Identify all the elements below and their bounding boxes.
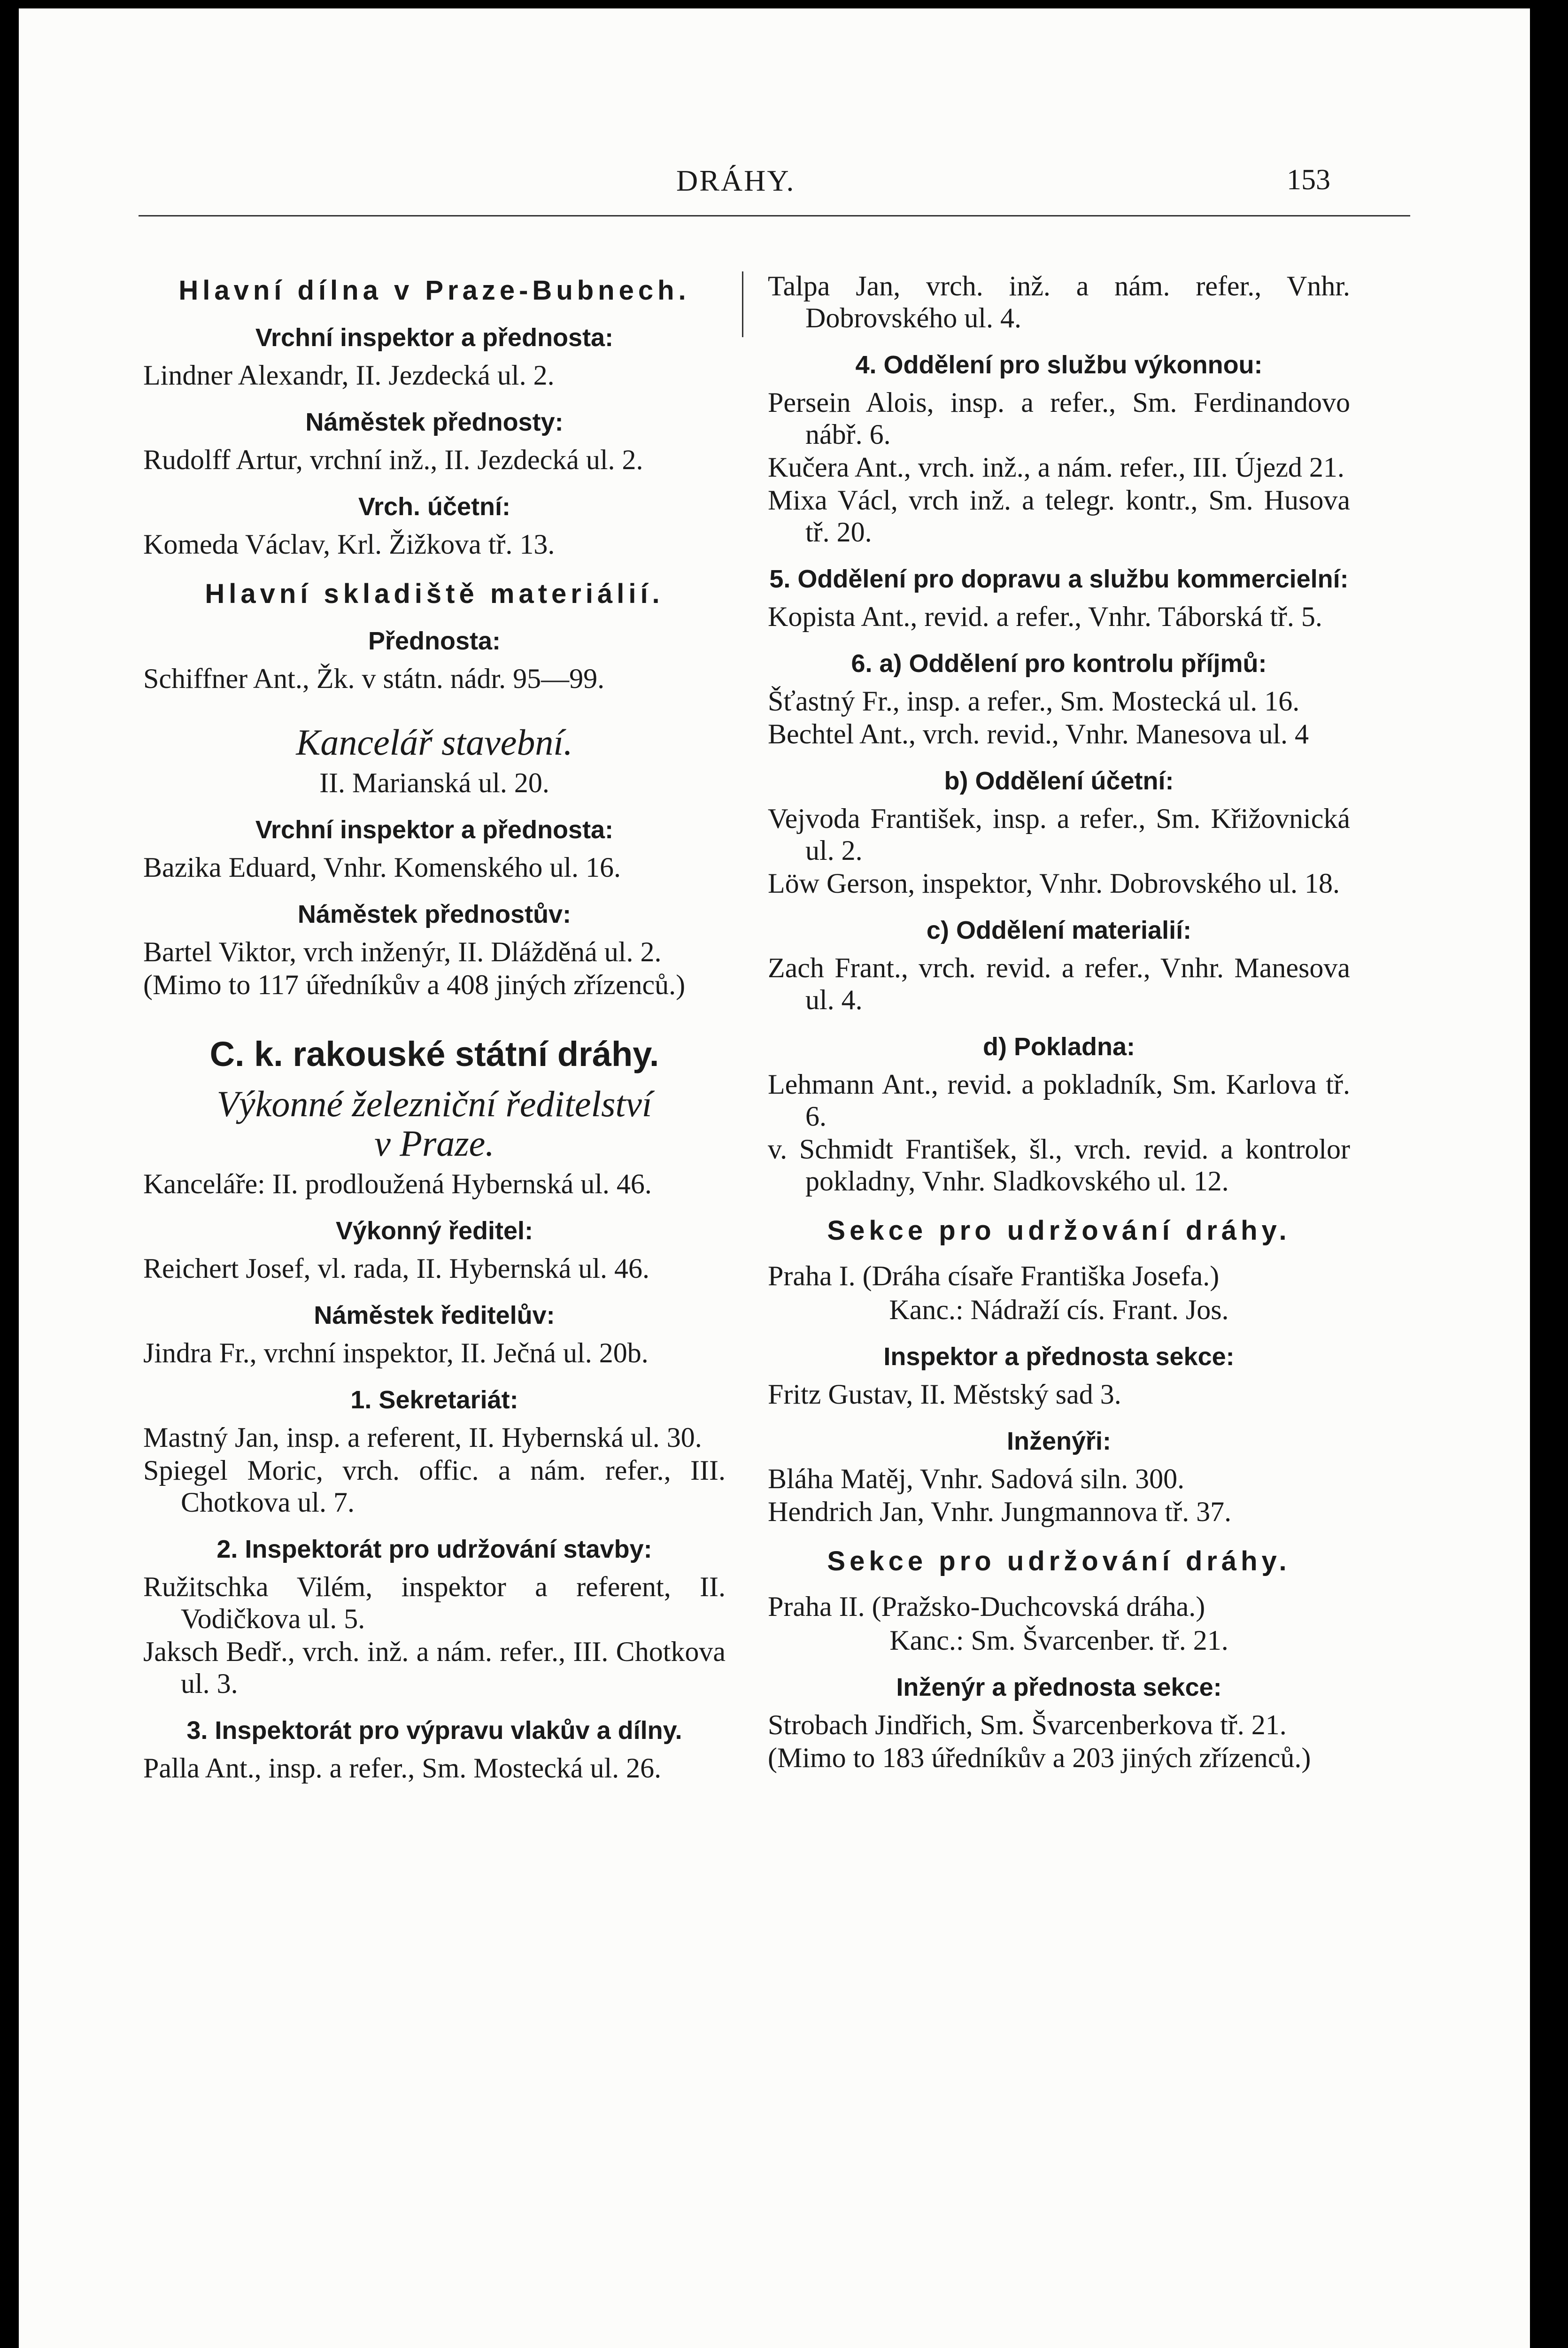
directory-entry: Persein Alois, insp. a refer., Sm. Ferdinandovo nábř. 6. (768, 387, 1350, 450)
section-title: Hlavní dílna v Praze-Bubnech. (178, 275, 690, 306)
directory-entry: v. Schmidt František, šl., vrch. revid. a kontrolor pokladny, Vnhr. Sladkovského ul. 12. (768, 1134, 1350, 1197)
line-name: Praha II. (Pražsko-Duchcovská dráha.) (768, 1591, 1205, 1622)
directory-entry: Schiffner Ant., Žk. v státn. nádr. 95—99. (143, 663, 605, 694)
role-heading: Náměstek přednostův: (297, 900, 572, 928)
line-name: Praha I. (Dráha císaře Františka Josefa.) (768, 1260, 1220, 1291)
department-heading: 4. Oddělení pro službu výkonnou: (855, 351, 1263, 379)
directory-entry: Komeda Václav, Krl. Žižkova tř. 13. (143, 529, 555, 560)
main-section-title: C. k. rakouské státní dráhy. (209, 1035, 659, 1074)
directory-entry: Vejvoda František, insp. a refer., Sm. Křižovnická ul. 2. (768, 803, 1350, 866)
right-column (768, 269, 1350, 1775)
department-heading: 6. a) Oddělení pro kontrolu příjmů: (851, 649, 1267, 678)
department-heading: 3. Inspektorát pro výpravu vlakův a dílny. (186, 1716, 682, 1745)
directory-entry: Bechtel Ant., vrch. revid., Vnhr. Manesova ul. 4 (768, 718, 1309, 749)
directory-entry: Reichert Josef, vl. rada, II. Hybernská ul. 46. (143, 1253, 650, 1284)
department-heading: 1. Sekretariát: (350, 1386, 518, 1414)
role-heading: Inženýr a přednosta sekce: (896, 1673, 1222, 1701)
role-heading: Výkonný ředitel: (335, 1217, 533, 1245)
subsection-title-italic: Výkonné železniční ředitelství (216, 1083, 652, 1124)
column-divider (742, 271, 743, 337)
role-heading: Inženýři: (1006, 1427, 1112, 1455)
address-line: II. Marianská ul. 20. (319, 767, 549, 798)
role-heading: Vrchní inspektor a přednosta: (255, 816, 614, 844)
department-heading: c) Oddělení materialií: (926, 916, 1192, 944)
section-title: Sekce pro udržování dráhy. (827, 1215, 1291, 1246)
directory-entry: Ružitschka Vilém, inspektor a referent, II. Vodičkova ul. 5. (143, 1571, 726, 1634)
office-address: Kanceláře: II. prodloužená Hybernská ul. 46. (143, 1168, 652, 1199)
directory-entry: Spiegel Moric, vrch. offic. a nám. refer., III. Chotkova ul. 7. (143, 1455, 726, 1518)
running-title: DRÁHY. (676, 164, 796, 197)
department-heading: 2. Inspektorát pro udržování stavby: (216, 1535, 652, 1563)
directory-entry: Hendrich Jan, Vnhr. Jungmannova tř. 37. (768, 1496, 1232, 1527)
page-header (19, 163, 1530, 201)
role-heading: Náměstek ředitelův: (314, 1301, 555, 1329)
role-heading: Přednosta: (368, 627, 501, 655)
directory-entry: Mastný Jan, insp. a referent, II. Hybernská ul. 30. (143, 1422, 702, 1453)
role-heading: Náměstek přednosty: (305, 408, 564, 436)
role-heading: Vrchní inspektor a přednosta: (255, 324, 614, 352)
directory-entry: Kopista Ant., revid. a refer., Vnhr. Táborská tř. 5. (768, 601, 1322, 632)
department-heading: b) Oddělení účetní: (944, 767, 1174, 795)
section-title: Hlavní skladiště materiálií. (205, 579, 664, 609)
directory-entry: Bartel Viktor, vrch inženýr, II. Dlážděná ul. 2. (143, 936, 662, 967)
directory-entry: Mixa Václ, vrch inž. a telegr. kontr., Sm. Husova tř. 20. (768, 485, 1350, 548)
staff-note: (Mimo to 183 úředníkův a 203 jiných zřízenců.) (768, 1742, 1311, 1773)
directory-entry: Talpa Jan, vrch. inž. a nám. refer., Vnhr. Dobrovského ul. 4. (768, 270, 1350, 333)
directory-entry: Jaksch Bedř., vrch. inž. a nám. refer., III. Chotkova ul. 3. (143, 1636, 726, 1699)
page-number: 153 (1287, 164, 1330, 196)
role-heading: Vrch. účetní: (358, 493, 511, 521)
directory-entry: Löw Gerson, inspektor, Vnhr. Dobrovského ul. 18. (768, 868, 1340, 899)
header-rule (139, 215, 1410, 216)
directory-entry: Bazika Eduard, Vnhr. Komenského ul. 16. (143, 852, 621, 883)
office-address: Kanc.: Sm. Švarcenber. tř. 21. (889, 1625, 1228, 1656)
directory-entry: Jindra Fr., vrchní inspektor, II. Ječná ul. 20b. (143, 1337, 649, 1368)
department-heading: d) Pokladna: (982, 1033, 1135, 1061)
directory-entry: Bláha Matěj, Vnhr. Sadová siln. 300. (768, 1463, 1185, 1494)
subsection-title-italic: v Praze. (374, 1123, 494, 1164)
staff-note: (Mimo to 117 úředníkův a 408 jiných zřízenců.) (143, 969, 686, 1000)
directory-entry: Lehmann Ant., revid. a pokladník, Sm. Karlova tř. 6. (768, 1069, 1350, 1132)
directory-entry: Lindner Alexandr, II. Jezdecká ul. 2. (143, 360, 555, 391)
directory-entry: Kučera Ant., vrch. inž., a nám. refer., III. Újezd 21. (768, 452, 1344, 483)
directory-entry: Strobach Jindřich, Sm. Švarcenberkova tř. 21. (768, 1709, 1287, 1740)
directory-entry: Zach Frant., vrch. revid. a refer., Vnhr. Manesova ul. 4. (768, 952, 1350, 1015)
directory-entry: Fritz Gustav, II. Městský sad 3. (768, 1379, 1121, 1410)
left-column (143, 269, 726, 1785)
book-page (19, 8, 1530, 2348)
section-title: Sekce pro udržování dráhy. (827, 1546, 1291, 1576)
directory-entry: Palla Ant., insp. a refer., Sm. Mostecká ul. 26. (143, 1753, 662, 1784)
directory-entry: Rudolff Artur, vrchní inž., II. Jezdecká ul. 2. (143, 444, 643, 475)
section-title-italic: Kancelář stavební. (296, 722, 573, 763)
department-heading: 5. Oddělení pro dopravu a službu kommercielní: (769, 565, 1349, 593)
role-heading: Inspektor a přednosta sekce: (883, 1343, 1235, 1371)
directory-entry: Šťastný Fr., insp. a refer., Sm. Mostecká ul. 16. (768, 686, 1300, 717)
office-address: Kanc.: Nádraží cís. Frant. Jos. (889, 1294, 1229, 1325)
